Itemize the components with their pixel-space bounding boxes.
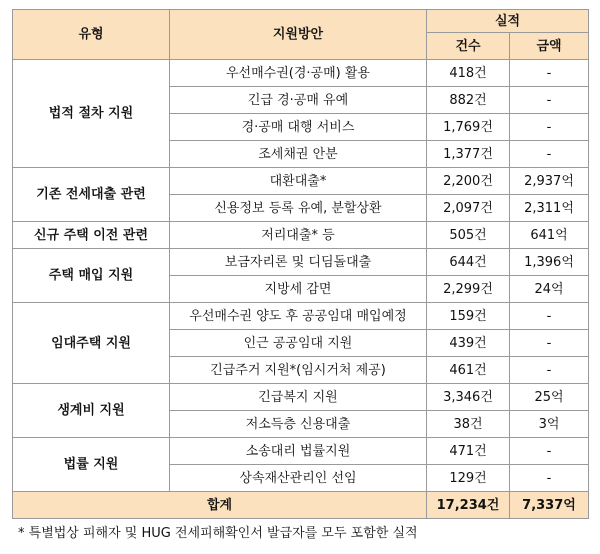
count-cell: 882건 bbox=[427, 87, 510, 114]
count-cell: 505건 bbox=[427, 222, 510, 249]
category-cell: 주택 매입 지원 bbox=[13, 249, 170, 303]
header-performance: 실적 bbox=[427, 10, 589, 33]
amount-cell: 24억 bbox=[510, 276, 589, 303]
support-performance-table bbox=[12, 9, 589, 519]
count-cell: 2,299건 bbox=[427, 276, 510, 303]
amount-cell: - bbox=[510, 141, 589, 168]
method-cell: 대환대출* bbox=[170, 168, 427, 195]
table-row bbox=[13, 168, 589, 195]
method-cell: 보금자리론 및 디딤돌대출 bbox=[170, 249, 427, 276]
header-count: 건수 bbox=[427, 33, 510, 60]
amount-cell: 641억 bbox=[510, 222, 589, 249]
amount-cell: 3억 bbox=[510, 411, 589, 438]
count-cell: 38건 bbox=[427, 411, 510, 438]
amount-cell: - bbox=[510, 114, 589, 141]
table-row bbox=[13, 222, 589, 249]
category-cell: 법률 지원 bbox=[13, 438, 170, 492]
header-amount: 금액 bbox=[510, 33, 589, 60]
amount-cell: 25억 bbox=[510, 384, 589, 411]
amount-cell: - bbox=[510, 60, 589, 87]
amount-cell: 2,937억 bbox=[510, 168, 589, 195]
count-cell: 418건 bbox=[427, 60, 510, 87]
count-cell: 439건 bbox=[427, 330, 510, 357]
method-cell: 저리대출* 등 bbox=[170, 222, 427, 249]
method-cell: 우선매수권 양도 후 공공임대 매입예정 bbox=[170, 303, 427, 330]
method-cell: 우선매수권(경·공매) 활용 bbox=[170, 60, 427, 87]
method-cell: 긴급 경·공매 유예 bbox=[170, 87, 427, 114]
amount-cell: - bbox=[510, 330, 589, 357]
count-cell: 644건 bbox=[427, 249, 510, 276]
count-cell: 471건 bbox=[427, 438, 510, 465]
method-cell: 조세채권 안분 bbox=[170, 141, 427, 168]
table-row bbox=[13, 303, 589, 330]
table-row bbox=[13, 384, 589, 411]
method-cell: 저소득층 신용대출 bbox=[170, 411, 427, 438]
category-cell: 신규 주택 이전 관련 bbox=[13, 222, 170, 249]
method-cell: 긴급복지 지원 bbox=[170, 384, 427, 411]
total-count: 17,234건 bbox=[427, 492, 510, 519]
count-cell: 129건 bbox=[427, 465, 510, 492]
footnote: * 특별법상 피해자 및 HUG 전세피해확인서 발급자를 모두 포함한 실적 bbox=[18, 526, 418, 541]
amount-cell: - bbox=[510, 87, 589, 114]
count-cell: 3,346건 bbox=[427, 384, 510, 411]
count-cell: 159건 bbox=[427, 303, 510, 330]
method-cell: 소송대리 법률지원 bbox=[170, 438, 427, 465]
method-cell: 상속재산관리인 선임 bbox=[170, 465, 427, 492]
amount-cell: - bbox=[510, 465, 589, 492]
category-cell: 임대주택 지원 bbox=[13, 303, 170, 384]
category-cell: 법적 절차 지원 bbox=[13, 60, 170, 168]
table-row bbox=[13, 60, 589, 87]
table-body bbox=[13, 60, 589, 492]
table-row bbox=[13, 249, 589, 276]
amount-cell: 2,311억 bbox=[510, 195, 589, 222]
count-cell: 461건 bbox=[427, 357, 510, 384]
method-cell: 긴급주거 지원*(임시거처 제공) bbox=[170, 357, 427, 384]
total-label: 합계 bbox=[13, 492, 427, 519]
header-method: 지원방안 bbox=[170, 10, 427, 60]
count-cell: 2,097건 bbox=[427, 195, 510, 222]
category-cell: 생계비 지원 bbox=[13, 384, 170, 438]
method-cell: 인근 공공임대 지원 bbox=[170, 330, 427, 357]
count-cell: 2,200건 bbox=[427, 168, 510, 195]
table-row bbox=[13, 438, 589, 465]
category-cell: 기존 전세대출 관련 bbox=[13, 168, 170, 222]
amount-cell: - bbox=[510, 438, 589, 465]
amount-cell: - bbox=[510, 303, 589, 330]
method-cell: 신용정보 등록 유예, 분할상환 bbox=[170, 195, 427, 222]
header-type: 유형 bbox=[13, 10, 170, 60]
total-amount: 7,337억 bbox=[510, 492, 589, 519]
count-cell: 1,377건 bbox=[427, 141, 510, 168]
amount-cell: 1,396억 bbox=[510, 249, 589, 276]
count-cell: 1,769건 bbox=[427, 114, 510, 141]
total-row bbox=[13, 492, 589, 519]
method-cell: 지방세 감면 bbox=[170, 276, 427, 303]
amount-cell: - bbox=[510, 357, 589, 384]
method-cell: 경·공매 대행 서비스 bbox=[170, 114, 427, 141]
